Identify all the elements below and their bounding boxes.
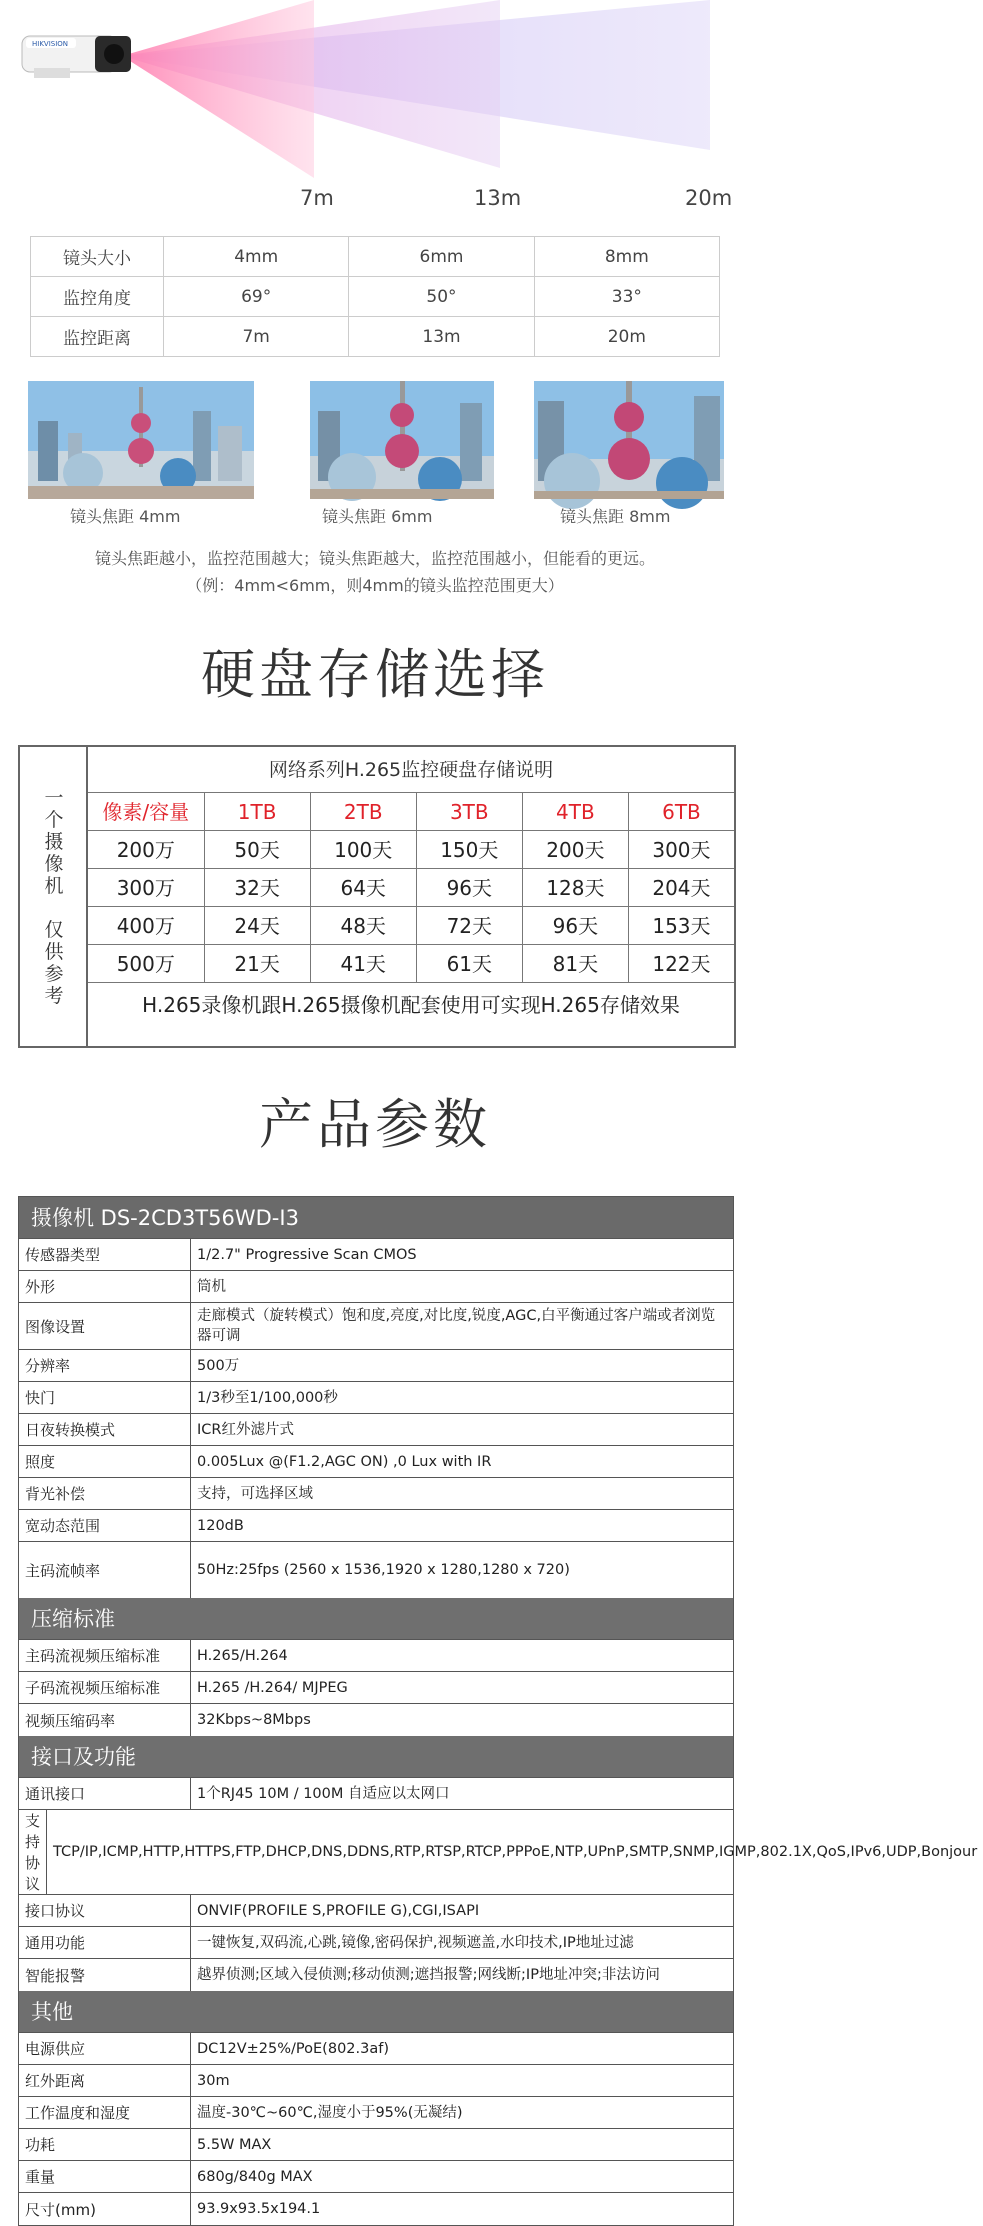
storage-cell: 153天 (652, 914, 711, 938)
distance-label-7m: 7m (300, 186, 334, 210)
lens-row (31, 237, 720, 277)
spec-row (19, 1810, 978, 1895)
spec-value: 93.9x93.5x194.1 (197, 2201, 321, 2217)
spec-value: 越界侦测;区域入侵侦测;移动侦测;遮挡报警;网线断;IP地址冲突;非法访问 (197, 1967, 660, 1983)
spec-value: 0.005Lux @(F1.2,AGC ON) ,0 Lux with IR (197, 1453, 492, 1470)
spec-row (19, 2161, 733, 2193)
side-char: 参 (44, 963, 64, 985)
photo-6mm (310, 381, 494, 499)
spec-row (19, 2129, 733, 2161)
lens-row-label: 监控角度 (31, 277, 164, 317)
spec-key: 尺寸(mm) (19, 2193, 191, 2225)
bullet-camera-icon (22, 36, 131, 78)
spec-row (19, 1542, 733, 1598)
storage-header-row (88, 793, 734, 831)
spec-row (19, 1927, 733, 1959)
storage-cell: 400万 (88, 907, 205, 944)
spec-value: 一键恢复,双码流,心跳,镜像,密码保护,视频遮盖,水印技术,IP地址过滤 (197, 1934, 634, 1951)
spec-section-interface: 接口及功能 (19, 1736, 733, 1778)
spec-row (19, 1704, 733, 1736)
storage-header-cell: 像素/容量 (88, 793, 205, 830)
photo-4mm (28, 381, 254, 499)
spec-value: 温度-30℃~60℃,湿度小于95%(无凝结) (197, 2104, 463, 2121)
storage-row (88, 831, 734, 869)
side-char: 个 (44, 809, 64, 831)
storage-header-cell: 3TB (417, 793, 523, 830)
side-char: 摄 (44, 831, 64, 853)
lens-row-label: 镜头大小 (31, 237, 164, 277)
storage-cell: 300天 (652, 838, 711, 862)
side-char: 像 (44, 853, 64, 875)
spec-value: DC12V±25%/PoE(802.3af) (197, 2040, 389, 2057)
storage-table (18, 745, 736, 1048)
storage-heading: 硬盘存储选择 (201, 643, 549, 706)
spec-key: 宽动态范围 (19, 1510, 191, 1541)
caption-8mm: 镜头焦距 8mm (560, 507, 671, 526)
storage-cell: 100天 (311, 831, 417, 868)
spec-key: 子码流视频压缩标准 (19, 1672, 191, 1703)
spec-value: 500万 (197, 1357, 240, 1374)
distance-label-20m: 20m (685, 186, 733, 210)
svg-text:HIKVISION: HIKVISION (32, 40, 69, 48)
storage-cell: 204天 (652, 876, 711, 900)
lens-cell: 33° (534, 277, 719, 317)
spec-key: 智能报警 (19, 1959, 191, 1991)
storage-cell: 96天 (523, 907, 629, 944)
spec-value: 筒机 (197, 1278, 226, 1295)
storage-header-cell: 2TB (311, 793, 417, 830)
spec-key: 日夜转换模式 (19, 1414, 191, 1445)
side-char: 一 (44, 787, 64, 809)
storage-cell: 24天 (205, 907, 311, 944)
fov-beam-4mm (122, 0, 314, 178)
spec-value: 30m (197, 2072, 230, 2089)
lens-row (31, 317, 720, 357)
fov-beams (0, 0, 750, 180)
storage-cell: 50天 (205, 831, 311, 868)
storage-table-title: 网络系列H.265监控硬盘存储说明 (88, 747, 734, 793)
spec-row (19, 1350, 733, 1382)
caption-6mm: 镜头焦距 6mm (322, 507, 433, 526)
spec-key: 背光补偿 (19, 1478, 191, 1509)
spec-row (19, 2193, 733, 2225)
spec-row (19, 1478, 733, 1510)
spec-key: 快门 (19, 1382, 191, 1413)
storage-row (88, 945, 734, 983)
storage-row (88, 869, 734, 907)
lens-note-example: （例：4mm<6mm，则4mm的镜头监控范围更大） (186, 576, 564, 595)
lens-spec-table (30, 236, 720, 357)
lens-cell: 20m (534, 317, 719, 357)
storage-cell: 300万 (88, 869, 205, 906)
spec-value: 32Kbps~8Mbps (197, 1712, 311, 1728)
spec-key: 功耗 (19, 2129, 191, 2160)
storage-row (88, 907, 734, 945)
spec-value: 走廊模式（旋转模式）饱和度,亮度,对比度,锐度,AGC,白平衡通过客户端或者浏览器可调 (197, 1308, 716, 1344)
spec-value: 50Hz:25fps (2560 x 1536,1920 x 1280,1280 x 720) (197, 1562, 570, 1578)
storage-header-cell: 4TB (523, 793, 629, 830)
storage-cell: 64天 (311, 869, 417, 906)
spec-section-compress: 压缩标准 (19, 1598, 733, 1640)
spec-key: 主码流视频压缩标准 (19, 1640, 191, 1671)
spec-row (19, 2065, 733, 2097)
storage-header-cell: 1TB (205, 793, 311, 830)
side-char: 供 (44, 941, 64, 963)
side-char: 机 (44, 875, 64, 897)
storage-cell: 61天 (417, 945, 523, 982)
spec-row (19, 1446, 733, 1478)
spec-key: 工作温度和湿度 (19, 2097, 191, 2128)
storage-header-cell: 6TB (662, 800, 701, 824)
spec-row (19, 1778, 733, 1810)
lens-focal-photos (28, 381, 724, 499)
spec-value: 680g/840g MAX (197, 2168, 313, 2185)
caption-4mm: 镜头焦距 4mm (70, 507, 181, 526)
spec-section-other: 其他 (19, 1991, 733, 2033)
spec-row (19, 1640, 733, 1672)
spec-row (19, 1672, 733, 1704)
spec-row (19, 1510, 733, 1542)
photo-8mm (534, 381, 724, 499)
spec-row (19, 1271, 733, 1303)
spec-key: 视频压缩码率 (19, 1704, 191, 1736)
lens-cell: 50° (349, 277, 534, 317)
storage-footer: H.265录像机跟H.265摄像机配套使用可实现H.265存储效果 (142, 993, 680, 1017)
spec-key: 外形 (19, 1271, 191, 1302)
storage-cell: 21天 (205, 945, 311, 982)
fov-diagram (0, 0, 750, 215)
spec-value: H.265/H.264 (197, 1647, 288, 1664)
storage-cell: 200万 (88, 831, 205, 868)
spec-value: ICR红外滤片式 (197, 1421, 294, 1438)
spec-row (19, 2033, 733, 2065)
spec-model-header: 摄像机 DS-2CD3T56WD-I3 (19, 1197, 733, 1239)
lens-cell: 6mm (349, 237, 534, 277)
spec-key: 分辨率 (19, 1350, 191, 1381)
spec-key: 照度 (19, 1446, 191, 1477)
spec-key: 传感器类型 (19, 1239, 191, 1270)
spec-value: 120dB (197, 1517, 244, 1534)
spec-value: H.265 /H.264/ MJPEG (197, 1679, 348, 1696)
storage-cell: 41天 (311, 945, 417, 982)
spec-row (19, 1303, 733, 1350)
lens-cell: 4mm (164, 237, 349, 277)
lens-cell: 8mm (534, 237, 719, 277)
spec-key: 主码流帧率 (19, 1542, 191, 1598)
lens-cell: 13m (349, 317, 534, 357)
storage-cell: 150天 (417, 831, 523, 868)
spec-row (19, 1239, 733, 1271)
storage-cell: 122天 (652, 952, 711, 976)
storage-side-label (20, 747, 88, 1047)
spec-key: 图像设置 (19, 1303, 191, 1349)
spec-table (18, 1196, 978, 2226)
spec-key: 重量 (19, 2161, 191, 2192)
spec-key: 电源供应 (19, 2033, 191, 2064)
storage-cell: 32天 (205, 869, 311, 906)
spec-row (19, 1414, 733, 1446)
lens-row-label: 监控距离 (31, 317, 164, 357)
spec-row (19, 1959, 733, 1991)
spec-value: TCP/IP,ICMP,HTTP,HTTPS,FTP,DHCP,DNS,DDNS,RTP,RTSP,RTCP,PPPoE,NTP,UPnP,SMTP,SNMP,IGMP,802.1X,QoS,IPv6,UDP,Bonjour (53, 1844, 978, 1860)
storage-cell: 72天 (417, 907, 523, 944)
storage-cell: 200天 (523, 831, 629, 868)
storage-cell: 500万 (88, 945, 205, 982)
spec-key: 通讯接口 (19, 1778, 191, 1809)
spec-row (19, 1895, 733, 1927)
spec-row (19, 2097, 733, 2129)
lens-row (31, 277, 720, 317)
params-heading: 产品参数 (259, 1093, 491, 1156)
spec-key: 通用功能 (19, 1927, 191, 1958)
storage-cell: 128天 (523, 869, 629, 906)
spec-value: 1/3秒至1/100,000秒 (197, 1389, 338, 1406)
storage-cell: 81天 (523, 945, 629, 982)
spec-value: 支持，可选择区域 (197, 1485, 313, 1502)
side-char: 仅 (44, 919, 64, 941)
lens-cell: 69° (164, 277, 349, 317)
spec-value: ONVIF(PROFILE S,PROFILE G),CGI,ISAPI (197, 1902, 480, 1919)
storage-cell: 96天 (417, 869, 523, 906)
spec-value: 1个RJ45 10M / 100M 自适应以太网口 (197, 1785, 450, 1802)
lens-note: 镜头焦距越小，监控范围越大；镜头焦距越大，监控范围越小，但能看的更远。 (94, 549, 655, 568)
storage-cell: 48天 (311, 907, 417, 944)
spec-key: 接口协议 (19, 1895, 191, 1926)
side-char: 考 (44, 985, 64, 1007)
spec-key: 支持协议 (19, 1810, 47, 1894)
spec-value: 5.5W MAX (197, 2136, 272, 2153)
spec-value: 1/2.7" Progressive Scan CMOS (197, 1246, 417, 1263)
distance-label-13m: 13m (474, 186, 522, 210)
lens-cell: 7m (164, 317, 349, 357)
spec-row (19, 1382, 733, 1414)
spec-key: 红外距离 (19, 2065, 191, 2096)
